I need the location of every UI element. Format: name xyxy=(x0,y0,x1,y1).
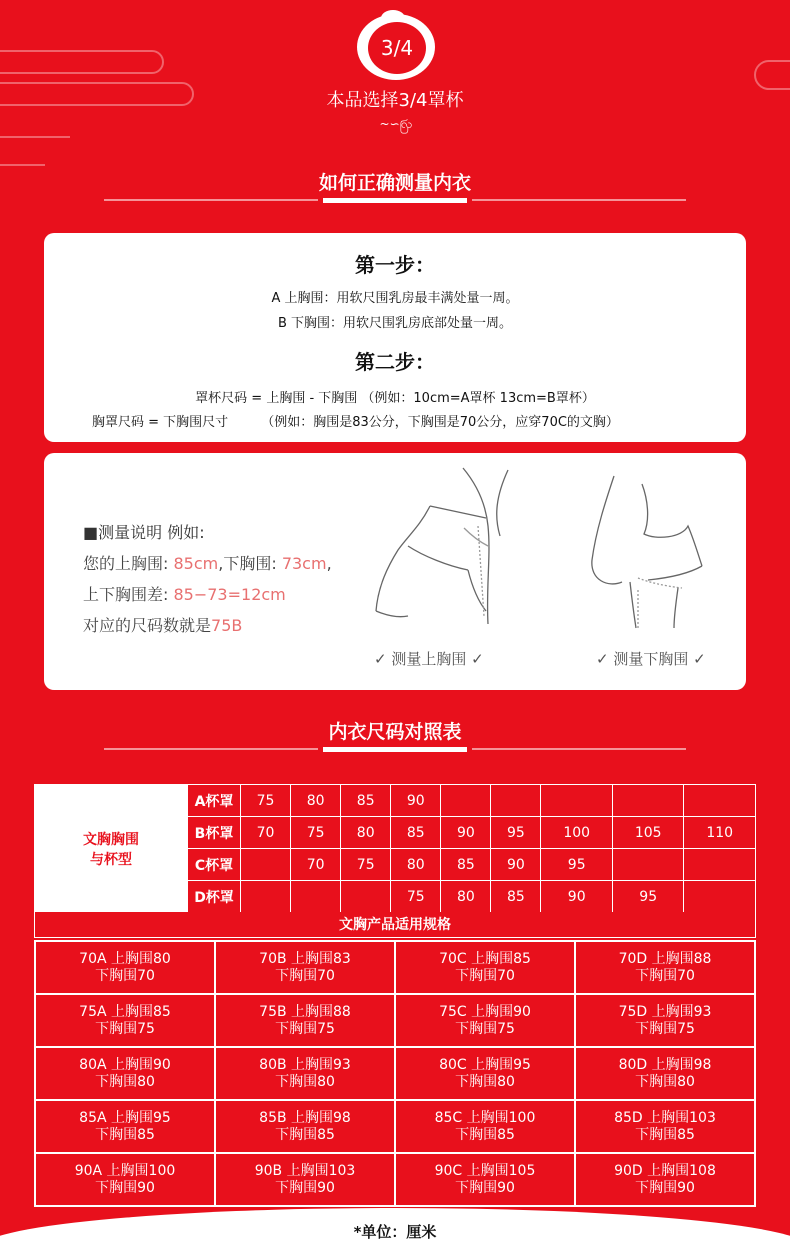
under-bust-value: 73cm xyxy=(281,554,327,573)
table-row xyxy=(35,941,755,994)
spec-cell xyxy=(215,994,395,1047)
spec-cell xyxy=(35,1153,215,1206)
spec-cell xyxy=(575,994,755,1047)
table-row xyxy=(35,1153,755,1206)
spec-upper-bust: 85B 上胸围98 xyxy=(259,1109,351,1126)
size-cell: 80 xyxy=(391,849,441,881)
size-cell: 110 xyxy=(684,817,756,849)
spec-under-bust: 下胸围70 xyxy=(635,967,695,984)
spec-upper-bust: 85A 上胸围95 xyxy=(79,1109,171,1126)
spec-under-bust: 下胸围75 xyxy=(635,1020,695,1037)
spec-cell xyxy=(575,1153,755,1206)
table-row xyxy=(35,785,756,817)
spec-cell xyxy=(215,1100,395,1153)
upper-bust-illustration xyxy=(368,466,518,626)
unit-note: *单位：厘米 xyxy=(353,1223,437,1241)
spec-upper-bust: 80B 上胸围93 xyxy=(259,1056,351,1073)
spec-cell xyxy=(395,994,575,1047)
size-cell: 85 xyxy=(491,881,541,913)
spec-upper-bust: 75B 上胸围88 xyxy=(259,1003,351,1020)
spec-cell xyxy=(215,1153,395,1206)
size-cell: 95 xyxy=(612,881,683,913)
size-result-value: 75B xyxy=(211,616,243,635)
table-row xyxy=(35,1047,755,1100)
label-text: 上下胸围差: xyxy=(83,585,174,604)
example-line-2 xyxy=(83,582,286,605)
spec-upper-bust: 85D 上胸围103 xyxy=(614,1109,716,1126)
title-rule-left xyxy=(104,748,318,750)
example-line-3 xyxy=(83,613,242,636)
title-rule-left xyxy=(104,199,318,201)
spec-under-bust: 下胸围85 xyxy=(95,1126,155,1143)
label-text: , xyxy=(326,554,332,573)
step2-line: 胸罩尺码 = 下胸围尺寸 （例如：胸围是83公分，下胸围是70公分，应穿70C的文胸） xyxy=(92,415,619,430)
spec-cell xyxy=(35,941,215,994)
spec-upper-bust: 90A 上胸围100 xyxy=(74,1162,176,1179)
spec-under-bust: 下胸围70 xyxy=(455,967,515,984)
caption-text: 测量下胸围 xyxy=(613,650,689,668)
size-cell: 70 xyxy=(241,817,291,849)
spec-upper-bust: 70D 上胸围88 xyxy=(618,950,712,967)
spec-under-bust: 下胸围90 xyxy=(275,1179,335,1196)
size-cell: 95 xyxy=(541,849,612,881)
under-bust-illustration xyxy=(578,470,728,630)
size-cell xyxy=(491,785,541,817)
spec-upper-bust: 75D 上胸围93 xyxy=(618,1003,712,1020)
step1-line: B 下胸围：用软尺围乳房底部处量一周。 xyxy=(277,316,513,331)
spec-under-bust: 下胸围85 xyxy=(635,1126,695,1143)
size-cell: 90 xyxy=(541,881,612,913)
example-heading: ■测量说明 例如: xyxy=(83,523,205,542)
spec-under-bust: 下胸围90 xyxy=(95,1179,155,1196)
label-text: ,下胸围: xyxy=(218,554,282,573)
spec-upper-bust: 75A 上胸围85 xyxy=(79,1003,171,1020)
cup-label: C杯罩 xyxy=(188,849,241,881)
measure-section-title: 如何正确测量内衣 xyxy=(318,172,471,194)
tick-icon: ✓ xyxy=(688,650,706,668)
size-cell: 70 xyxy=(291,849,341,881)
title-underline xyxy=(323,747,467,752)
size-cell xyxy=(684,785,756,817)
size-cell: 85 xyxy=(341,785,391,817)
spec-under-bust: 下胸围90 xyxy=(455,1179,515,1196)
size-cell: 80 xyxy=(291,785,341,817)
spec-table xyxy=(34,940,756,1207)
spec-under-bust: 下胸围80 xyxy=(455,1073,515,1090)
spec-cell xyxy=(395,1047,575,1100)
step1-title: 第一步： xyxy=(355,253,435,277)
table-row xyxy=(35,1100,755,1153)
size-cell xyxy=(241,881,291,913)
upper-bust-caption xyxy=(374,648,484,669)
swirl-ornament-icon: ~∽ꩺ xyxy=(379,117,413,131)
cup-size-table xyxy=(34,784,756,913)
spec-under-bust: 下胸围70 xyxy=(275,967,335,984)
size-cell: 75 xyxy=(341,849,391,881)
cup-label: A杯罩 xyxy=(188,785,241,817)
spec-cell xyxy=(395,1153,575,1206)
size-cell: 75 xyxy=(241,785,291,817)
spec-under-bust: 下胸围85 xyxy=(455,1126,515,1143)
row-label-line: 文胸胸围 xyxy=(83,831,139,848)
spec-upper-bust: 80C 上胸围95 xyxy=(439,1056,531,1073)
size-cell xyxy=(612,785,683,817)
size-cell xyxy=(291,881,341,913)
spec-under-bust: 下胸围80 xyxy=(275,1073,335,1090)
spec-under-bust: 下胸围70 xyxy=(95,967,155,984)
under-bust-caption xyxy=(596,648,706,669)
tick-icon: ✓ xyxy=(374,650,392,668)
size-cell xyxy=(612,849,683,881)
step2-title: 第二步： xyxy=(355,350,435,374)
table-row xyxy=(35,994,755,1047)
size-cell xyxy=(684,881,756,913)
spec-upper-bust: 70A 上胸围80 xyxy=(79,950,171,967)
spec-cell xyxy=(575,941,755,994)
size-cell xyxy=(541,785,612,817)
size-cell: 75 xyxy=(291,817,341,849)
spec-under-bust: 下胸围75 xyxy=(455,1020,515,1037)
cup-subtitle: 本品选择3/4罩杯 xyxy=(326,90,464,111)
label-text: 对应的尺码数就是 xyxy=(83,616,212,635)
spec-upper-bust: 90C 上胸围105 xyxy=(434,1162,536,1179)
spec-upper-bust: 70B 上胸围83 xyxy=(259,950,351,967)
tick-icon: ✓ xyxy=(466,650,484,668)
size-cell xyxy=(241,849,291,881)
spec-table-title: 文胸产品适用规格 xyxy=(34,912,756,938)
size-cell: 85 xyxy=(441,849,491,881)
spec-under-bust: 下胸围75 xyxy=(95,1020,155,1037)
size-cell: 100 xyxy=(541,817,612,849)
size-cell: 90 xyxy=(391,785,441,817)
spec-cell xyxy=(35,994,215,1047)
spec-under-bust: 下胸围80 xyxy=(635,1073,695,1090)
title-underline xyxy=(323,198,467,203)
step2-line: 罩杯尺码 = 上胸围 - 下胸围 （例如：10cm=A罩杯 13cm=B罩杯） xyxy=(195,391,595,406)
row-label xyxy=(35,785,188,913)
size-cell: 90 xyxy=(491,849,541,881)
spec-under-bust: 下胸围90 xyxy=(635,1179,695,1196)
size-cell: 75 xyxy=(391,881,441,913)
cup-label: B杯罩 xyxy=(188,817,241,849)
spec-upper-bust: 85C 上胸围100 xyxy=(434,1109,536,1126)
size-cell xyxy=(441,785,491,817)
spec-cell xyxy=(35,1100,215,1153)
row-label-line: 与杯型 xyxy=(90,851,132,868)
difference-value: 85−73=12cm xyxy=(173,585,286,604)
spec-cell xyxy=(395,1100,575,1153)
label-text: 您的上胸围: xyxy=(83,554,174,573)
size-cell: 105 xyxy=(612,817,683,849)
size-cell: 95 xyxy=(491,817,541,849)
spec-cell xyxy=(35,1047,215,1100)
size-cell: 85 xyxy=(391,817,441,849)
tick-icon: ✓ xyxy=(596,650,614,668)
spec-under-bust: 下胸围75 xyxy=(275,1020,335,1037)
cup-label: D杯罩 xyxy=(188,881,241,913)
size-cell xyxy=(684,849,756,881)
caption-text: 测量上胸围 xyxy=(391,650,467,668)
spec-under-bust: 下胸围85 xyxy=(275,1126,335,1143)
decorative-line xyxy=(0,164,45,166)
spec-upper-bust: 80A 上胸围90 xyxy=(79,1056,171,1073)
step1-line: A 上胸围：用软尺围乳房最丰满处量一周。 xyxy=(271,291,519,306)
spec-cell xyxy=(215,941,395,994)
spec-cell xyxy=(215,1047,395,1100)
cup-badge-text: 3/4 xyxy=(368,22,426,74)
title-rule-right xyxy=(472,199,686,201)
spec-cell xyxy=(575,1100,755,1153)
spec-upper-bust: 80D 上胸围98 xyxy=(618,1056,712,1073)
spec-upper-bust: 70C 上胸围85 xyxy=(439,950,531,967)
spec-cell xyxy=(575,1047,755,1100)
size-cell xyxy=(341,881,391,913)
spec-upper-bust: 90D 上胸围108 xyxy=(614,1162,716,1179)
decorative-stripe xyxy=(0,50,164,74)
decorative-line xyxy=(0,136,70,138)
size-chart-title: 内衣尺码对照表 xyxy=(328,721,462,743)
spec-upper-bust: 75C 上胸围90 xyxy=(439,1003,531,1020)
spec-upper-bust: 90B 上胸围103 xyxy=(254,1162,356,1179)
upper-bust-value: 85cm xyxy=(173,554,219,573)
size-cell: 80 xyxy=(341,817,391,849)
example-line-1 xyxy=(83,551,332,574)
title-rule-right xyxy=(472,748,686,750)
spec-under-bust: 下胸围80 xyxy=(95,1073,155,1090)
size-cell: 90 xyxy=(441,817,491,849)
size-cell: 80 xyxy=(441,881,491,913)
spec-cell xyxy=(395,941,575,994)
